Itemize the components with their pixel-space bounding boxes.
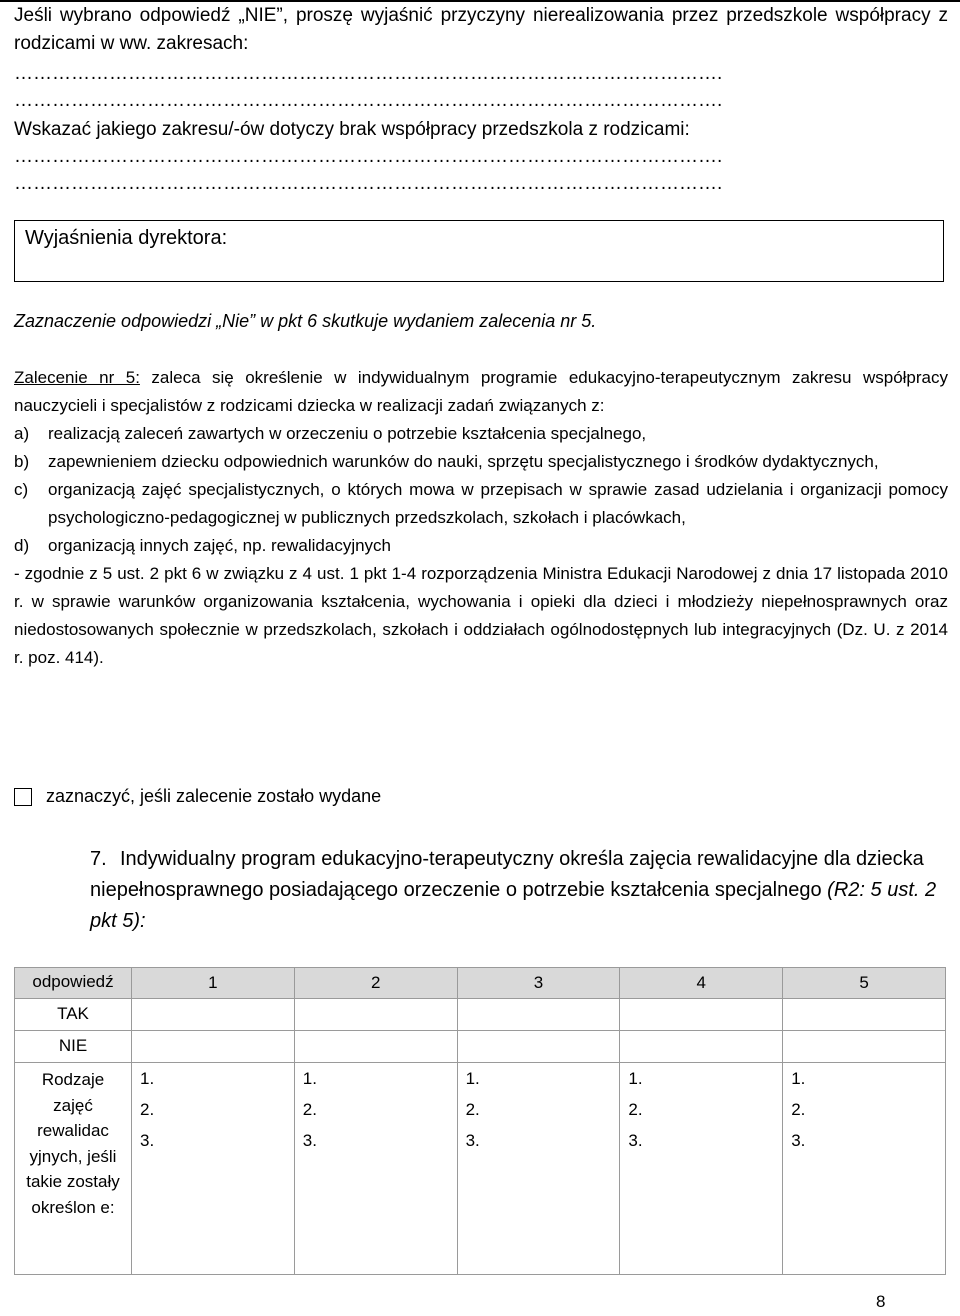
list-item: d) organizacją innych zajęć, np. rewalidacyjnych — [14, 536, 392, 555]
list-item: c) organizacją zajęć specjalistycznych, o których mowa w przepisach w sprawie zasad udzielania i organizacji pomocy psychologiczno-pedagogicznej w publicznych przedszkolach, szkołach i placówkach, — [14, 480, 948, 527]
answer-cell[interactable] — [294, 999, 457, 1031]
response-table — [14, 967, 946, 1275]
header-label: odpowiedź — [15, 968, 132, 999]
recommendation-intro-text: zaleca się określenie w indywidualnym programie edukacyjno-terapeutycznym zakresu współpracy nauczycieli i specjalistów z rodzicami dziecka w realizacji zadań związanych z: — [14, 368, 948, 415]
row-label-rodzaje: Rodzaje zajęć rewalidac yjnych, jeśli takie zostały określon e: — [15, 1063, 132, 1275]
answer-cell[interactable] — [457, 1031, 620, 1063]
row-label-nie: NIE — [15, 1031, 132, 1063]
answer-line-4[interactable]: …………………………………………………………………………………………………. — [14, 173, 723, 194]
table-row-rodzaje — [15, 1063, 946, 1275]
answer-cell[interactable] — [783, 999, 946, 1031]
list-cell[interactable]: 1. 2. 3. — [457, 1063, 620, 1275]
legal-basis: - zgodnie z 5 ust. 2 pkt 6 w związku z 4 ust. 1 pkt 1-4 rozporządzenia Ministra Edukacji Narodowej z dnia 17 listopada 2010 r. w sprawie warunków organizowania kształcenia, wychowania i opieki dla dzieci i młodzieży niepełnosprawnych oraz niedostosowanych społecznie w przedszkolach, szkołach i oddziałach ogólnodostępnych lub integracyjnych (Dz. U. z 2014 r. poz. 414). — [14, 564, 948, 667]
answer-cell[interactable] — [783, 1031, 946, 1063]
column-header: 2 — [294, 968, 457, 999]
list-cell[interactable]: 1. 2. 3. — [132, 1063, 295, 1275]
answer-cell[interactable] — [132, 999, 295, 1031]
table-header-row — [15, 968, 946, 999]
list-cell[interactable]: 1. 2. 3. — [620, 1063, 783, 1275]
answer-cell[interactable] — [457, 999, 620, 1031]
recommendation-issued-row[interactable] — [14, 786, 381, 807]
recommendation-block — [14, 364, 948, 672]
answer-line-2[interactable]: …………………………………………………………………………………………………. — [14, 90, 723, 111]
note-text: Zaznaczenie odpowiedzi „Nie” w pkt 6 skutkuje wydaniem zalecenia nr 5. — [14, 311, 597, 331]
column-header: 5 — [783, 968, 946, 999]
question-number: 7. — [90, 848, 107, 870]
page-number: 8 — [876, 1292, 886, 1311]
question-7 — [90, 844, 950, 937]
recommendation-title: Zalecenie nr 5: — [14, 368, 140, 387]
answer-line-3[interactable]: …………………………………………………………………………………………………. — [14, 146, 723, 167]
list-cell[interactable]: 1. 2. 3. — [294, 1063, 457, 1275]
table-row-tak — [15, 999, 946, 1031]
answer-cell[interactable] — [294, 1031, 457, 1063]
list-item: a) realizacją zaleceń zawartych w orzeczeniu o potrzebie kształcenia specjalnego, — [14, 424, 647, 443]
column-header: 1 — [132, 968, 295, 999]
column-header: 3 — [457, 968, 620, 999]
column-header: 4 — [620, 968, 783, 999]
scope-prompt: Wskazać jakiego zakresu/-ów dotyczy brak współpracy przedszkola z rodzicami: — [14, 119, 690, 140]
answer-cell[interactable] — [132, 1031, 295, 1063]
answer-line-1[interactable]: …………………………………………………………………………………………………. — [14, 63, 723, 84]
answer-cell[interactable] — [620, 999, 783, 1031]
question-ref: (R2: 5 ust. 2 pkt 5): — [90, 879, 937, 932]
explain-prompt: Jeśli wybrano odpowiedź „NIE”, proszę wyjaśnić przyczyny nierealizowania przez przedszkole współpracy z rodzicami w ww. zakresach: — [14, 5, 948, 54]
director-label: Wyjaśnienia dyrektora: — [25, 227, 228, 249]
answer-cell[interactable] — [620, 1031, 783, 1063]
recommendation-intro — [14, 364, 948, 420]
director-explanation-box[interactable] — [14, 220, 944, 282]
list-item: b) zapewnieniem dziecku odpowiednich warunków do nauki, sprzętu specjalistycznego i środków dydaktycznych, — [14, 452, 879, 471]
question-text: Indywidualny program edukacyjno-terapeutyczny określa zajęcia rewalidacyjne dla dziecka niepełnosprawnego posiadającego orzeczenie o potrzebie kształcenia specjalnego — [90, 848, 924, 901]
checkbox-label: zaznaczyć, jeśli zalecenie zostało wydane — [46, 786, 382, 806]
list-cell[interactable]: 1. 2. 3. — [783, 1063, 946, 1275]
table-row-nie — [15, 1031, 946, 1063]
row-label-tak: TAK — [15, 999, 132, 1031]
recommendation-issued-checkbox[interactable] — [14, 788, 32, 806]
